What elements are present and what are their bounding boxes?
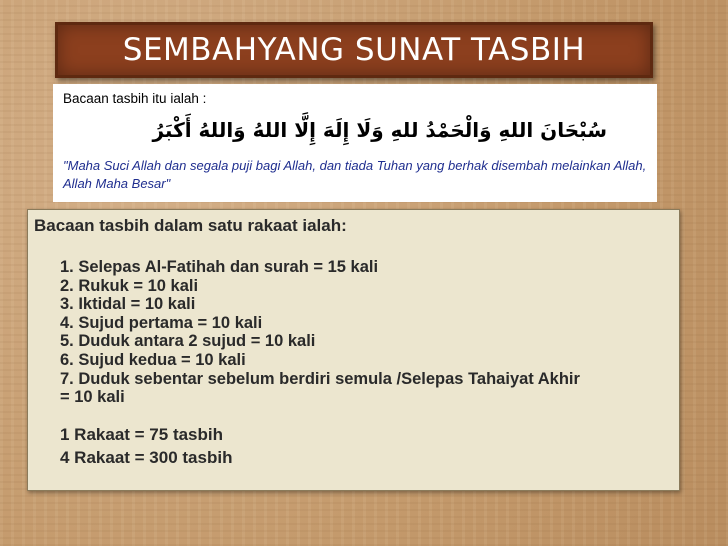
page-title: SEMBAHYANG SUNAT TASBIH: [122, 32, 586, 68]
arabic-tasbih-text: سُبْحَانَ اللهِ وَالْحَمْدُ للهِ وَلَا إِلَهَ إِلَّا اللهُ وَاللهُ أَكْبَرُ: [152, 118, 607, 142]
list-item: = 10 kali: [60, 388, 125, 407]
list-item: 3. Iktidal = 10 kali: [60, 295, 196, 314]
list-item: 5. Duduk antara 2 sujud = 10 kali: [60, 332, 316, 351]
translation-text: [63, 157, 647, 193]
list-item: 2. Rukuk = 10 kali: [60, 276, 199, 295]
intro-text: Bacaan tasbih dalam satu rakaat ialah:: [34, 216, 347, 235]
steps-list: [34, 258, 673, 407]
quote-heading: Bacaan tasbih itu ialah :: [63, 91, 207, 106]
list-item: 7. Duduk sebentar sebelum berdiri semula /Selepas Tahaiyat Akhir: [60, 369, 580, 388]
translation-line: Allah Maha Besar": [63, 176, 171, 191]
translation-line: "Maha Suci Allah dan segala puji bagi Allah, dan tiada Tuhan yang berhak disembah melainkan Allah,: [63, 158, 647, 173]
total-four-rakaat: 4 Rakaat = 300 tasbih: [60, 447, 233, 467]
list-item: 6. Sujud kedua = 10 kali: [60, 350, 246, 369]
list-item: 1. Selepas Al-Fatihah dan surah = 15 kali: [60, 258, 379, 276]
total-one-rakaat: 1 Rakaat = 75 tasbih: [60, 424, 224, 444]
totals: [60, 423, 673, 469]
list-item: 4. Sujud pertama = 10 kali: [60, 313, 263, 332]
tasbih-quote-box: [53, 84, 657, 202]
rakaat-details-panel: [27, 209, 680, 491]
title-banner: [55, 22, 653, 78]
